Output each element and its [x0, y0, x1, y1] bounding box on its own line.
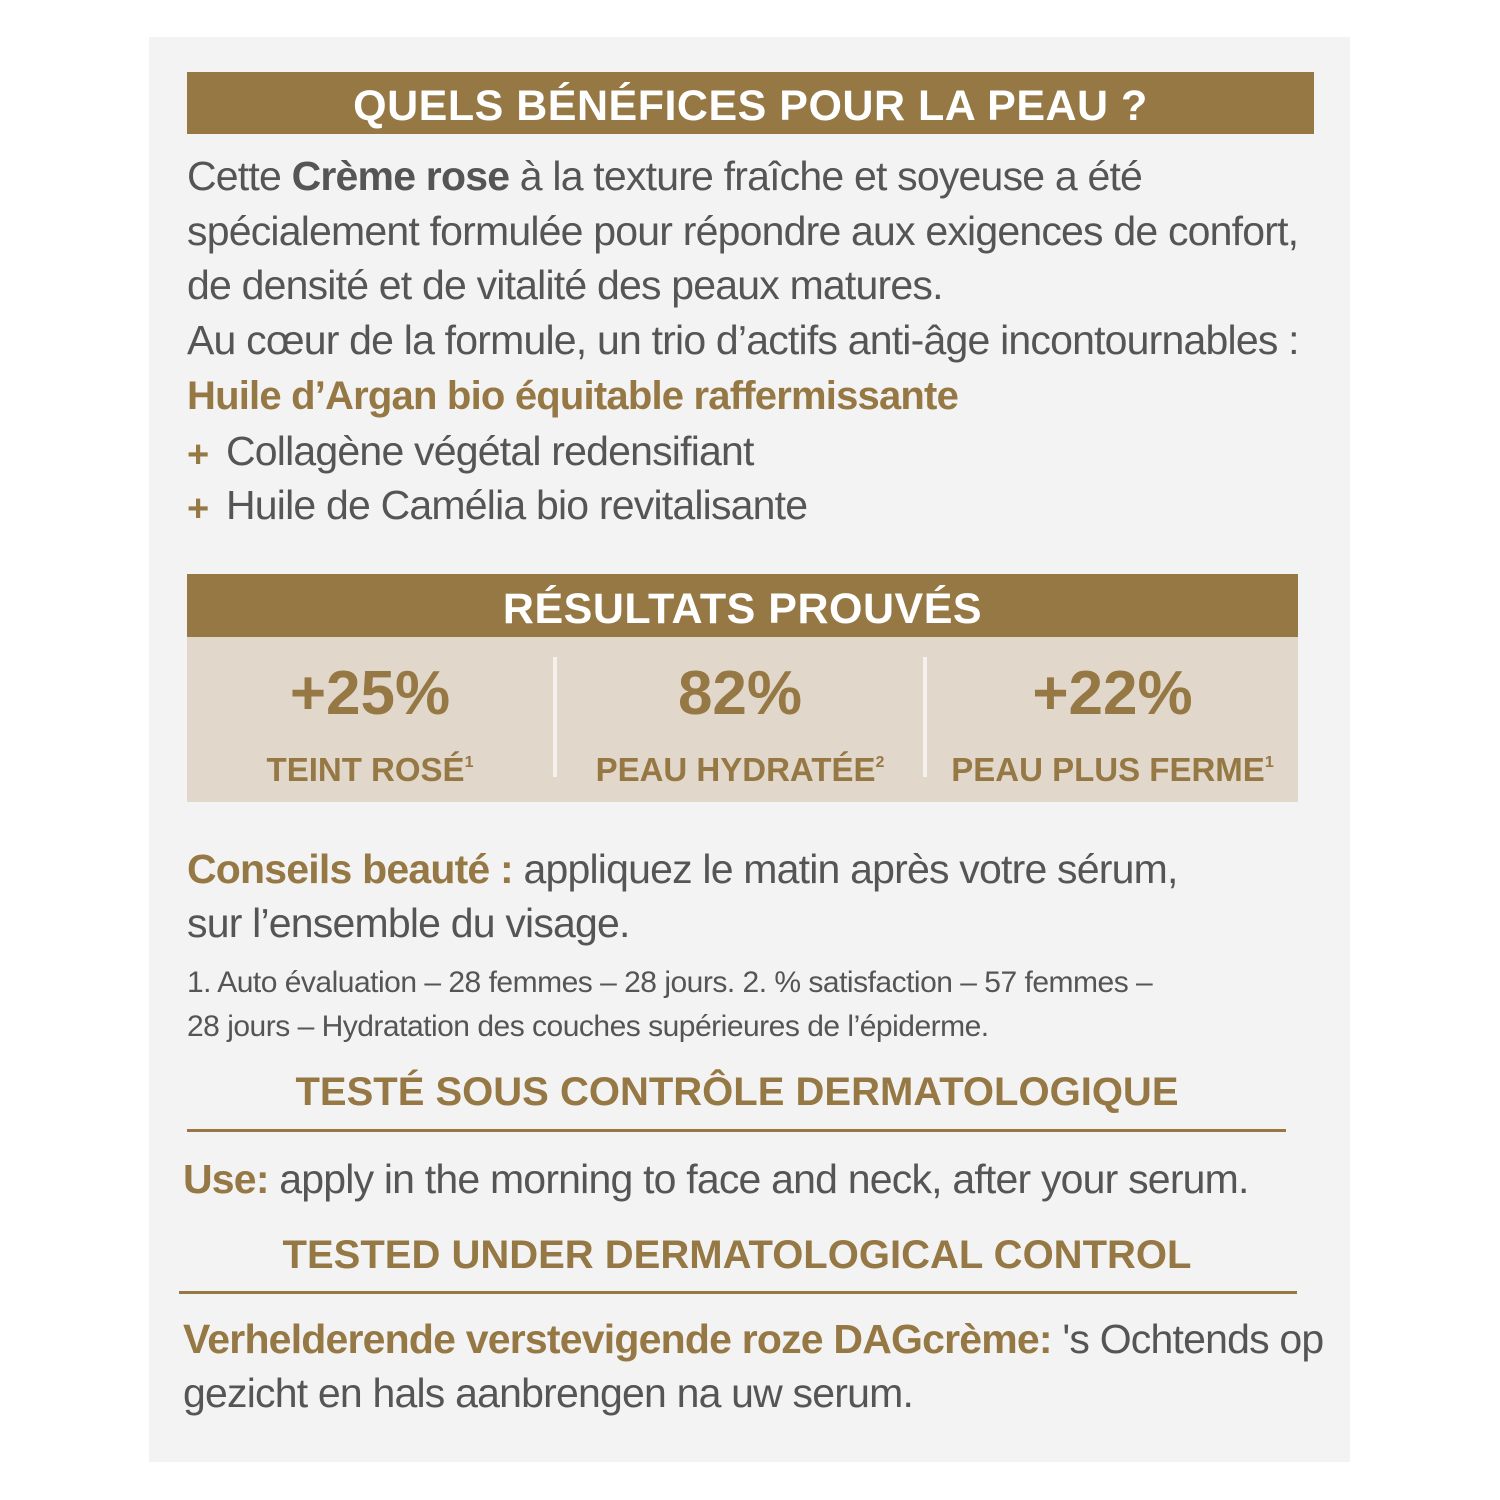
advice-line-1 [187, 846, 1178, 893]
stat-value: +22% [1032, 659, 1193, 728]
english-use [183, 1156, 1249, 1203]
advice-line-2: sur l’ensemble du visage. [187, 900, 630, 946]
intro-line-3: de densité et de vitalité des peaux matures. [187, 262, 943, 308]
intro-post: à la texture fraîche et soyeuse a été [509, 153, 1143, 199]
use-text: apply in the morning to face and neck, after your serum. [268, 1156, 1249, 1202]
intro-line-4: Au cœur de la formule, un trio d’actifs anti-âge incontournables : [187, 317, 1299, 363]
dutch-line-2: gezicht en hals aanbrengen na uw serum. [183, 1370, 914, 1416]
plus-icon: + [187, 488, 210, 530]
results-stats [187, 637, 1298, 802]
stat-ferme [927, 637, 1298, 802]
footnote-line-1: 1. Auto évaluation – 28 femmes – 28 jours. 2. % satisfaction – 57 femmes – [187, 966, 1153, 999]
plus-icon: + [187, 434, 210, 476]
stat-value: 82% [677, 659, 803, 728]
active-camelia: Huile de Camélia bio revitalisante [226, 482, 808, 528]
footnote-mark: 2 [875, 754, 885, 771]
dutch-label: Verhelderende verstevigende roze DAGcrème: [183, 1316, 1052, 1362]
stat-label: TEINT ROSÉ$^1$ [266, 751, 474, 788]
intro-line-2: spécialement formulée pour répondre aux exigences de confort, [187, 208, 1299, 254]
stat-label: PEAU HYDRATÉE$^2$ [595, 751, 885, 788]
results-heading: RÉSULTATS PROUVÉS [187, 574, 1298, 637]
intro-line-1 [187, 153, 1142, 200]
stat-label: PEAU PLUS FERME$^1$ [951, 751, 1274, 788]
dutch-text: 's Ochtends op [1051, 1316, 1324, 1362]
stat-teint [187, 637, 553, 802]
use-label: Use: [183, 1156, 269, 1202]
active-collagen: Collagène végétal redensifiant [226, 428, 754, 474]
stat-value: +25% [289, 659, 451, 728]
divider-rule [179, 1291, 1297, 1294]
product-name: Crème rose [291, 153, 510, 199]
active-argan: Huile d’Argan bio équitable raffermissante [187, 374, 959, 418]
dutch-line-1 [183, 1316, 1323, 1363]
intro-pre: Cette [187, 153, 292, 199]
advice-text: appliquez le matin après votre sérum, [512, 846, 1178, 892]
stat-hydratee [557, 637, 923, 802]
footnote-mark: 1 [464, 754, 474, 771]
footnote-line-2: 28 jours – Hydratation des couches supérieures de l’épiderme. [187, 1010, 989, 1043]
tested-fr: TESTÉ SOUS CONTRÔLE DERMATOLOGIQUE [295, 1070, 1179, 1114]
benefits-heading: QUELS BÉNÉFICES POUR LA PEAU ? [187, 72, 1314, 134]
advice-label: Conseils beauté : [187, 846, 513, 892]
tested-en: TESTED UNDER DERMATOLOGICAL CONTROL [282, 1233, 1192, 1277]
footnote-mark: 1 [1264, 754, 1274, 771]
divider-rule [187, 1129, 1286, 1132]
